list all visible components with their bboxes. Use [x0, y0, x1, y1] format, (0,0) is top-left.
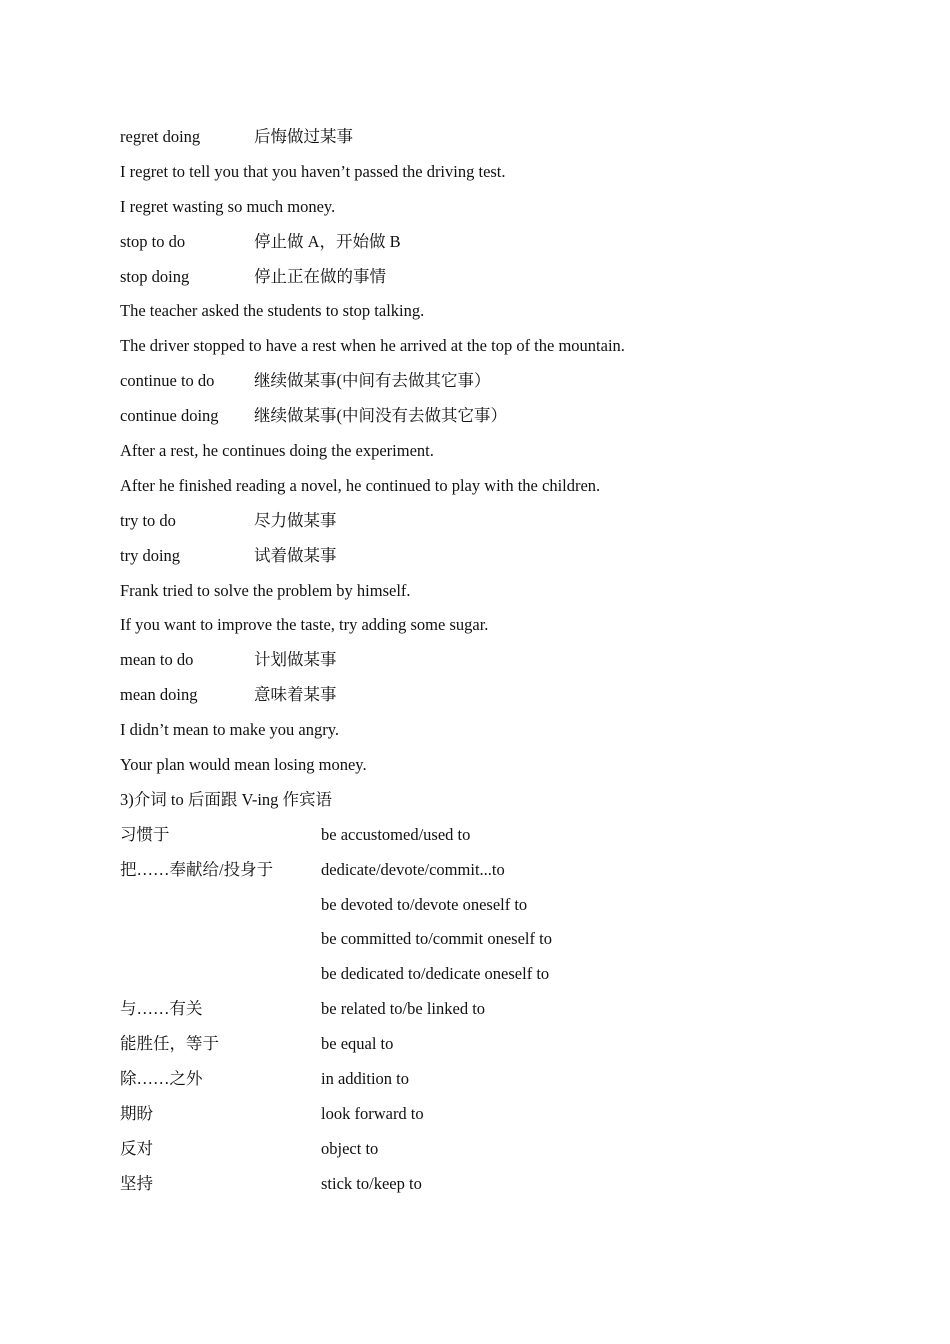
vocab-chinese: 期盼: [120, 1103, 153, 1123]
phrase-line: [120, 260, 840, 295]
phrase-line: [120, 539, 840, 574]
vocab-chinese: 坚持: [120, 1173, 153, 1193]
vocab-english: be related to/be linked to: [321, 999, 486, 1019]
vocab-row: [120, 853, 840, 888]
vocab-row: [120, 1097, 840, 1132]
example-sentence: The teacher asked the students to stop talking.: [120, 301, 425, 321]
vocab-row: [120, 957, 840, 992]
phrase-line: [120, 504, 840, 539]
phrase-term: regret doing: [120, 127, 201, 146]
vocab-row: [120, 1132, 840, 1167]
vocab-english: stick to/keep to: [321, 1173, 422, 1193]
vocab-english: dedicate/devote/commit...to: [321, 859, 505, 879]
vocab-chinese: 反对: [120, 1138, 153, 1158]
vocab-english: object to: [321, 1138, 379, 1158]
section-heading: 3)介词 to 后面跟 V-ing 作宾语: [120, 789, 333, 809]
phrase-meaning: 计划做某事: [254, 650, 337, 670]
vocab-row: [120, 992, 840, 1027]
example-sentence: If you want to improve the taste, try adding some sugar.: [120, 615, 489, 635]
example-sentence: The driver stopped to have a rest when he arrived at the top of the mountain.: [120, 336, 625, 356]
vocab-row: [120, 818, 840, 853]
example-sentence: Your plan would mean losing money.: [120, 755, 367, 775]
phrase-term: try doing: [120, 545, 181, 565]
phrase-meaning: 意味着某事: [254, 685, 337, 705]
phrase-term: mean doing: [120, 685, 198, 705]
example-sentence: I regret wasting so much money.: [120, 196, 336, 216]
example-sentence: I regret to tell you that you haven’t passed the driving test.: [120, 161, 506, 181]
phrase-term: stop to do: [120, 231, 186, 251]
phrase-line: [120, 678, 840, 713]
example-sentence: I didn’t mean to make you angry.: [120, 720, 340, 740]
phrase-meaning: 尽力做某事: [254, 510, 337, 530]
phrase-line: [120, 643, 840, 678]
document-body: [120, 120, 840, 1202]
example-sentence: Frank tried to solve the problem by himself.: [120, 580, 411, 600]
vocab-english: be accustomed/used to: [321, 824, 471, 844]
phrase-line: [120, 120, 840, 155]
vocab-row: [120, 1062, 840, 1097]
phrase-meaning: 停止正在做的事情: [254, 266, 386, 286]
vocab-english: be devoted to/devote oneself to: [321, 894, 528, 914]
phrase-line: [120, 364, 840, 399]
vocab-english: be equal to: [321, 1034, 394, 1054]
vocab-chinese: 与……有关: [120, 999, 203, 1019]
phrase-term: continue doing: [120, 406, 219, 426]
vocab-chinese: 习惯于: [120, 824, 170, 844]
phrase-meaning: 后悔做过某事: [254, 127, 353, 146]
phrase-term: stop doing: [120, 266, 190, 286]
phrase-meaning: 试着做某事: [254, 545, 337, 565]
example-sentence: After a rest, he continues doing the experiment.: [120, 441, 434, 461]
phrase-term: continue to do: [120, 371, 215, 391]
example-sentence: After he finished reading a novel, he continued to play with the children.: [120, 475, 601, 495]
vocab-row: [120, 888, 840, 923]
phrase-meaning: 继续做某事(中间没有去做其它事）: [254, 406, 507, 426]
vocab-english: be dedicated to/dedicate oneself to: [321, 964, 550, 984]
phrase-term: try to do: [120, 510, 176, 530]
vocab-english: look forward to: [321, 1103, 424, 1123]
vocab-chinese: 除……之外: [120, 1069, 203, 1089]
vocab-row: [120, 1027, 840, 1062]
vocab-english: in addition to: [321, 1069, 409, 1089]
vocab-chinese: 能胜任，等于: [120, 1034, 219, 1054]
phrase-meaning: 继续做某事(中间有去做其它事）: [254, 371, 491, 391]
phrase-line: [120, 399, 840, 434]
vocab-english: be committed to/commit oneself to: [321, 929, 552, 949]
vocab-row: [120, 1167, 840, 1202]
vocab-row: [120, 922, 840, 957]
vocab-chinese: 把……奉献给/投身于: [120, 859, 274, 879]
phrase-meaning: 停止做 A，开始做 B: [254, 231, 401, 251]
phrase-term: mean to do: [120, 650, 194, 670]
phrase-line: [120, 225, 840, 260]
